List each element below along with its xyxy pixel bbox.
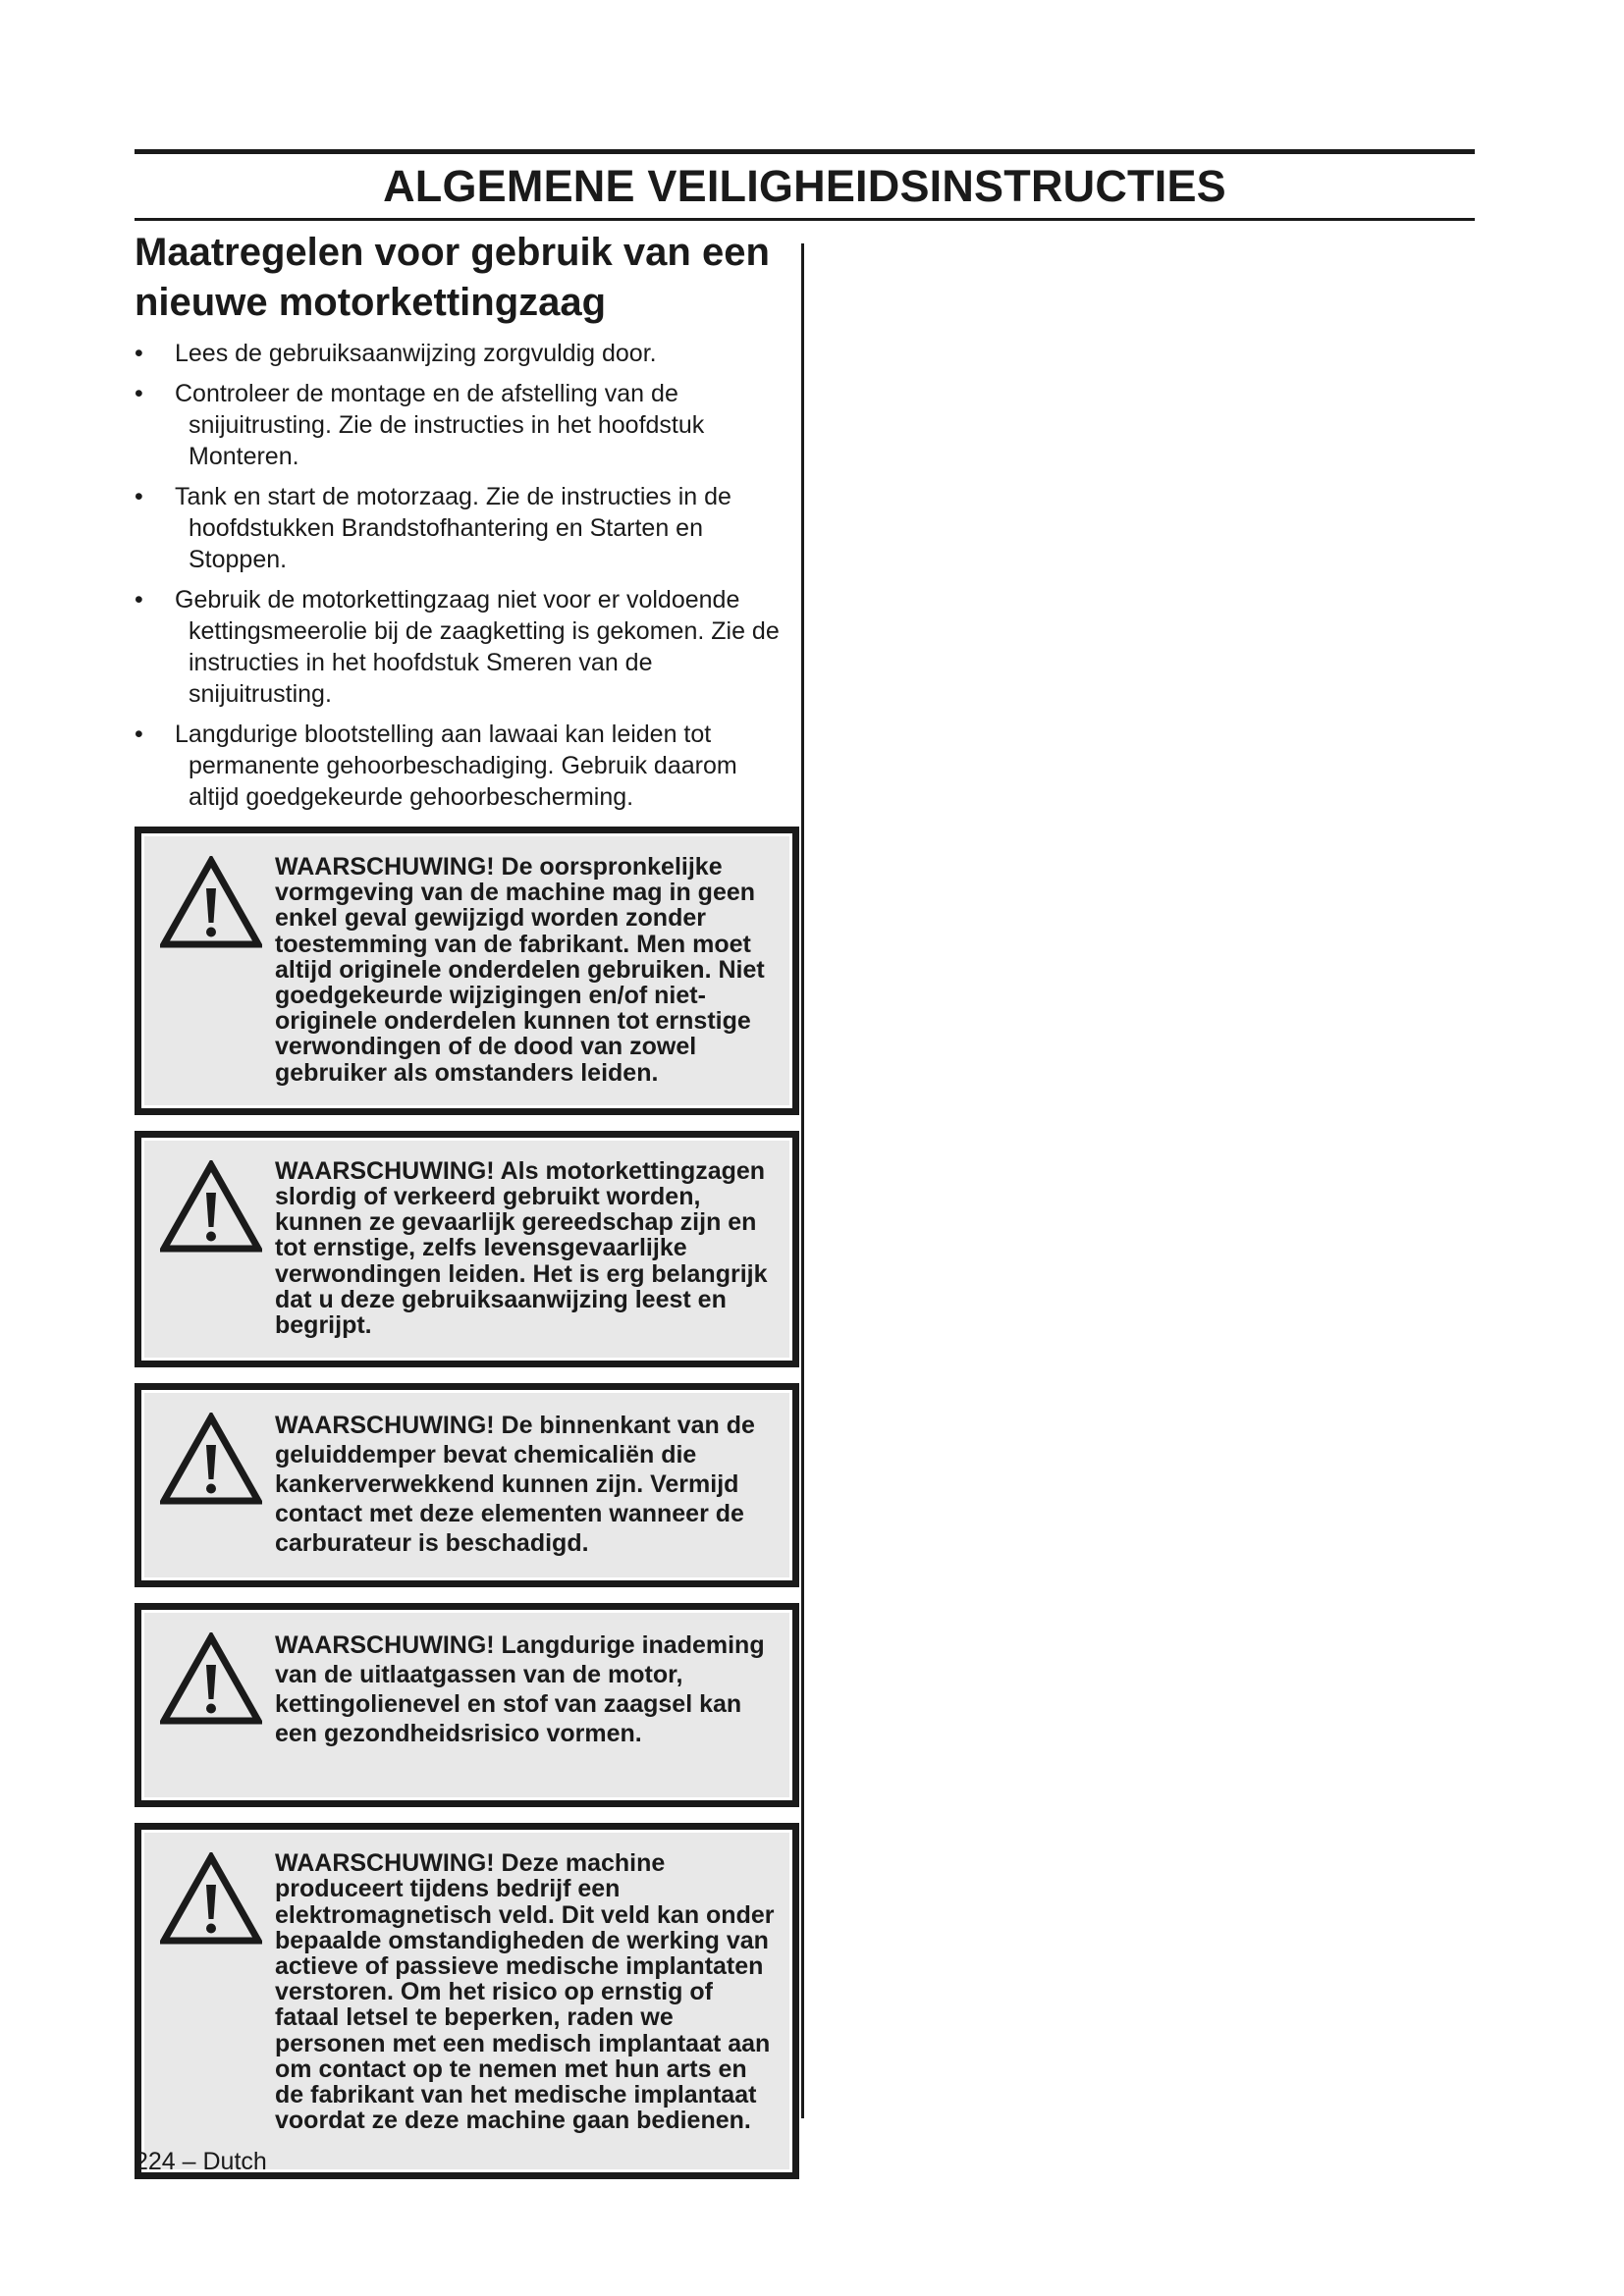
- bullet-symbol: •: [135, 586, 143, 614]
- warning-box-original-design: [135, 827, 799, 1115]
- bullet-item: [135, 481, 794, 575]
- warning-text: WAARSCHUWING! De binnenkant van de geluiddemper bevat chemicaliën die kankerverwekkend kunnen zijn. Vermijd contact met deze elementen wanneer de carburateur is beschadigd.: [275, 1412, 755, 1558]
- bullet-item: [135, 719, 794, 813]
- warning-text: WAARSCHUWING! Deze machine produceert tijdens bedrijf een elektromagnetisch veld. Dit veld kan onder bepaalde omstandigheden de werking van actieve of passieve medische implantaten verstoren. Om het risico op ernstig of fataal letsel te beperken, raden we personen met een medisch implantaat aan om contact op te nemen met hun arts en de fabrikant van het medische implantaat voordat ze deze machine gaan bedienen.: [275, 1849, 775, 2135]
- bullet-item: [135, 584, 794, 710]
- bullet-text: Lees de gebruiksaanwijzing zorgvuldig door.: [175, 340, 657, 367]
- warning-box-muffler: [135, 1383, 799, 1587]
- warning-box-exhaust: [135, 1603, 799, 1807]
- page-title: ALGEMENE VEILIGHEIDSINSTRUCTIES: [383, 161, 1226, 211]
- warning-triangle-icon: [160, 1160, 262, 1255]
- bullet-text: Tank en start de motorzaag. Zie de instructies in de hoofdstukken Brandstofhantering en Starten en Stoppen.: [175, 483, 731, 573]
- page-footer: 224 – Dutch: [135, 2148, 267, 2175]
- warning-triangle-icon: [160, 856, 262, 950]
- bullet-text: Controleer de montage en de afstelling van de snijuitrusting. Zie de instructies in het hoofdstuk Monteren.: [175, 380, 705, 470]
- warning-text: WAARSCHUWING! Als motorkettingzagen slordig of verkeerd gebruikt worden, kunnen ze gevaarlijk gereedschap zijn en tot ernstige, zelfs levensgevaarlijke verwondingen leiden. Het is erg belangrijk dat u deze gebruiksaanwijzing leest en begrijpt.: [275, 1156, 768, 1340]
- bullet-symbol: •: [135, 380, 143, 407]
- warning-text: WAARSCHUWING! Langdurige inademing van de uitlaatgassen van de motor, kettingolienevel en stof van zaagsel kan een gezondheidsrisico vormen.: [275, 1631, 765, 1748]
- warning-box-misuse: [135, 1131, 799, 1367]
- bullet-text: Gebruik de motorkettingzaag niet voor er voldoende kettingsmeerolie bij de zaagketting is gekomen. Zie de instructies in het hoofdstuk Smeren van de snijuitrusting.: [175, 586, 780, 708]
- column-divider: [801, 243, 804, 2118]
- bullet-symbol: •: [135, 340, 143, 367]
- bullet-symbol: •: [135, 483, 143, 510]
- bullet-item: [135, 378, 794, 472]
- warning-triangle-icon: [160, 1632, 262, 1727]
- bullet-item: [135, 338, 794, 369]
- section-title: Maatregelen voor gebruik van een nieuwe motorkettingzaag: [135, 231, 770, 324]
- bullet-symbol: •: [135, 721, 143, 748]
- bullet-list: [135, 338, 794, 813]
- left-column: [135, 228, 794, 2179]
- header-rule-bottom: [135, 218, 1475, 221]
- header-rule-top: [135, 149, 1475, 154]
- warning-triangle-icon: [160, 1413, 262, 1507]
- warning-triangle-icon: [160, 1852, 262, 1947]
- warning-box-electromagnetic: [135, 1823, 799, 2179]
- warning-text: WAARSCHUWING! De oorspronkelijke vormgeving van de machine mag in geen enkel geval gewijzigd worden zonder toestemming van de fabrikant. Men moet altijd originele onderdelen gebruiken. Niet goedgekeurde wijzigingen en/of niet-originele onderdelen kunnen tot ernstige verwondingen of de dood van zowel gebruiker als omstanders leiden.: [275, 853, 765, 1087]
- bullet-text: Langdurige blootstelling aan lawaai kan leiden tot permanente gehoorbeschadiging. Gebruik daarom altijd goedgekeurde gehoorbescherming.: [175, 721, 737, 811]
